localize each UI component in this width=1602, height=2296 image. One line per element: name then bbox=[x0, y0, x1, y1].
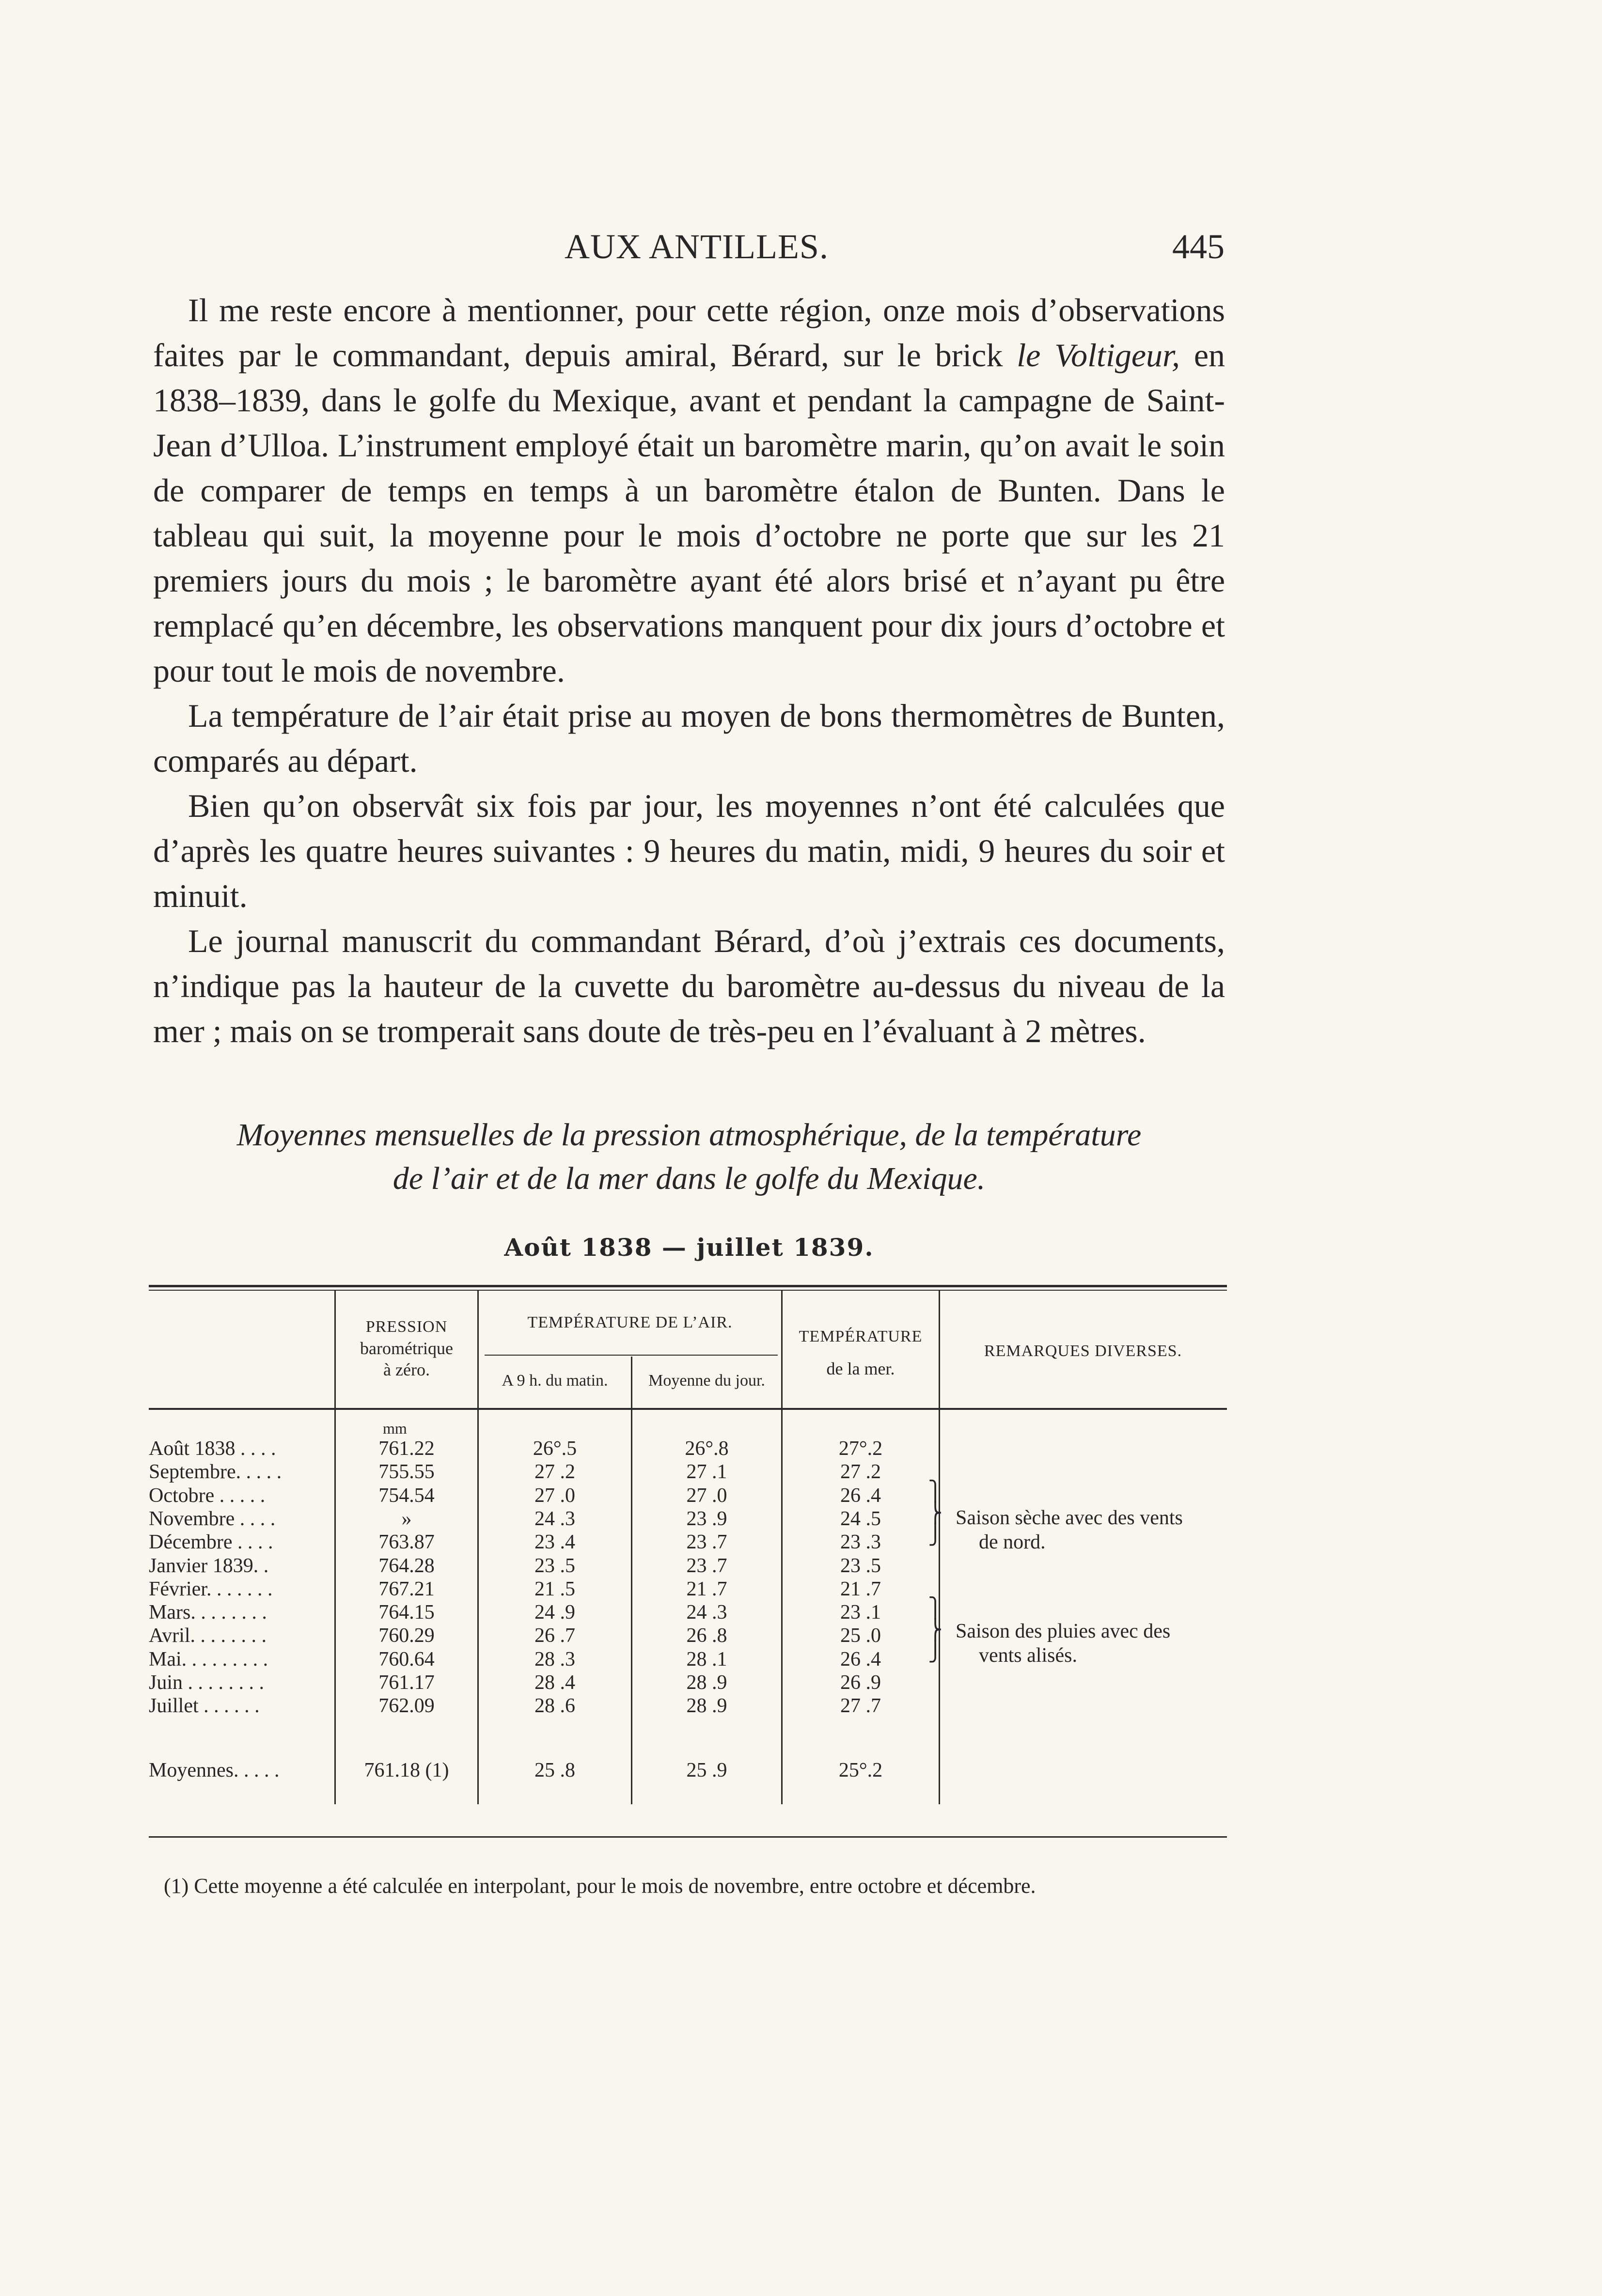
paragraph-1-part-b: en 1838–1839, dans le golfe du Mexique, avant et pendant la campagne de Saint-Jean d’Ulloa. L’instrument employé était un baromètre marin, qu’on avait le soin de comparer de temps en temps à un baromètre étalon de Bunten. Dans le tableau qui suit, la moyenne pour le mois d’octobre ne porte que sur les 21 premiers jours du mois ; le baromètre ayant été alors brisé et n’ayant pu être remplacé qu’en décembre, les observations manquent pour dix jours d’octobre et pour tout le mois de novembre. bbox=[153, 337, 1225, 689]
cell-mois: Septembre. . . . . bbox=[149, 1461, 282, 1484]
cell-t9: 28 .3 bbox=[534, 1648, 575, 1671]
cell-pression: 764.15 bbox=[378, 1601, 435, 1624]
cell-pression: 763.87 bbox=[378, 1531, 435, 1554]
col-line-5 bbox=[939, 1291, 940, 1804]
cell-tmoy: 25 .9 bbox=[686, 1759, 727, 1781]
cell-mois: Avril. . . . . . . . bbox=[149, 1624, 267, 1647]
table-header-rule bbox=[149, 1408, 1227, 1410]
remark-dry-2: de nord. bbox=[979, 1531, 1046, 1553]
cell-t9: 27 .0 bbox=[534, 1484, 575, 1507]
cell-mer: 21 .7 bbox=[840, 1578, 881, 1600]
cell-t9: 24 .9 bbox=[534, 1601, 575, 1624]
cell-tmoy: 21 .7 bbox=[686, 1578, 727, 1600]
cell-mer: 26 .9 bbox=[840, 1671, 881, 1694]
header-temp-air-moy: Moyenne du jour. bbox=[648, 1372, 765, 1390]
cell-mer: 26 .4 bbox=[840, 1648, 881, 1671]
body-text bbox=[153, 288, 1225, 1054]
header-pression bbox=[336, 1316, 477, 1380]
cell-mois: Janvier 1839. . bbox=[149, 1554, 269, 1577]
cell-pression: 761.18 (1) bbox=[364, 1759, 449, 1781]
cell-mois: Décembre . . . . bbox=[149, 1531, 273, 1554]
cell-tmoy: 23 .9 bbox=[686, 1507, 727, 1530]
paragraph-2: La température de l’air était prise au moyen de bons thermomètres de Bunten, comparés au départ. bbox=[153, 697, 1225, 779]
cell-t9: 23 .4 bbox=[534, 1531, 575, 1554]
cell-t9: 23 .5 bbox=[534, 1554, 575, 1577]
cell-mois: Juillet . . . . . . bbox=[149, 1695, 260, 1718]
header-temp-mer-1: TEMPÉRATURE bbox=[799, 1328, 923, 1345]
temp-air-subrule bbox=[485, 1355, 778, 1356]
header-temp-mer-2: de la mer. bbox=[826, 1359, 895, 1378]
paragraph-3: Bien qu’on observât six fois par jour, les moyennes n’ont été calculées que d’après les quatre heures suivantes : 9 heures du matin, midi, 9 heures du soir et minuit. bbox=[153, 787, 1225, 914]
cell-pression: » bbox=[401, 1507, 412, 1530]
cell-mer: 25°.2 bbox=[838, 1759, 883, 1781]
cell-t9: 28 .6 bbox=[534, 1695, 575, 1718]
table-top-rule bbox=[149, 1285, 1227, 1287]
cell-pression: 764.28 bbox=[378, 1554, 435, 1577]
cell-pression: 767.21 bbox=[378, 1578, 435, 1600]
header-temp-air: TEMPÉRATURE DE L’AIR. bbox=[527, 1313, 733, 1331]
cell-pression: 760.64 bbox=[378, 1648, 435, 1671]
cell-mois: Novembre . . . . bbox=[149, 1507, 276, 1530]
cell-t9: 28 .4 bbox=[534, 1671, 575, 1694]
header-temp-air-9h: A 9 h. du matin. bbox=[502, 1372, 608, 1390]
cell-mer: 23 .5 bbox=[840, 1554, 881, 1577]
cell-mois: Août 1838 . . . . bbox=[149, 1437, 276, 1460]
cell-mer: 27°.2 bbox=[838, 1437, 883, 1460]
header-remarques: REMARQUES DIVERSES. bbox=[984, 1342, 1182, 1360]
cell-tmoy: 23 .7 bbox=[686, 1554, 727, 1577]
cell-mois: Mars. . . . . . . . bbox=[149, 1601, 267, 1624]
cell-t9: 25 .8 bbox=[534, 1759, 575, 1781]
table-caption-line-1: Moyennes mensuelles de la pression atmosphérique, de la température bbox=[236, 1117, 1142, 1153]
cell-t9: 21 .5 bbox=[534, 1578, 575, 1600]
cell-t9: 26°.5 bbox=[533, 1437, 577, 1460]
cell-mois: Février. . . . . . . bbox=[149, 1578, 273, 1600]
page-number: 445 bbox=[1172, 227, 1225, 266]
table-subheading: Août 1838 — juillet 1839. bbox=[504, 1233, 874, 1262]
unit-mm: mm bbox=[383, 1420, 407, 1437]
cell-tmoy: 28 .9 bbox=[686, 1695, 727, 1718]
cell-tmoy: 28 .1 bbox=[686, 1648, 727, 1671]
cell-mois: Moyennes. . . . . bbox=[149, 1759, 280, 1781]
table-caption-line-2: de l’air et de la mer dans le golfe du Mexique. bbox=[393, 1161, 986, 1196]
cell-mer: 25 .0 bbox=[840, 1624, 881, 1647]
paragraph-4: Le journal manuscrit du commandant Bérard, d’où j’extrais ces documents, n’indique pas la hauteur de la cuvette du baromètre au-dessus du niveau de la mer ; mais on se tromperait sans doute de très-peu en l’évaluant à 2 mètres. bbox=[153, 922, 1225, 1049]
brace-wet: ⎫ ⎬ ⎭ bbox=[928, 1597, 942, 1662]
header-pression-3: à zéro. bbox=[383, 1360, 430, 1379]
paragraph-1-italic: le Voltigeur, bbox=[1017, 337, 1180, 374]
cell-tmoy: 26°.8 bbox=[685, 1437, 729, 1460]
cell-mois: Mai. . . . . . . . . bbox=[149, 1648, 268, 1671]
cell-mois: Juin . . . . . . . . bbox=[149, 1671, 265, 1694]
header-temp-mer bbox=[783, 1326, 939, 1379]
cell-mer: 27 .2 bbox=[840, 1461, 881, 1484]
cell-tmoy: 27 .0 bbox=[686, 1484, 727, 1507]
cell-mer: 24 .5 bbox=[840, 1507, 881, 1530]
table-bottom-rule bbox=[149, 1836, 1227, 1838]
remark-wet-2: vents alisés. bbox=[979, 1644, 1077, 1667]
cell-tmoy: 23 .7 bbox=[686, 1531, 727, 1554]
cell-mer: 26 .4 bbox=[840, 1484, 881, 1507]
cell-mer: 27 .7 bbox=[840, 1695, 881, 1718]
remark-wet bbox=[956, 1619, 1170, 1668]
cell-pression: 760.29 bbox=[378, 1624, 435, 1647]
cell-pression: 754.54 bbox=[378, 1484, 435, 1507]
cell-tmoy: 26 .8 bbox=[686, 1624, 727, 1647]
paragraph-1 bbox=[153, 288, 1225, 693]
header-pression-1: PRESSION bbox=[365, 1318, 448, 1336]
paragraph-1-part-a: Il me reste encore à mentionner, pour cette région, onze mois d’observations faites par le commandant, depuis amiral, Bérard, sur le brick bbox=[153, 292, 1225, 374]
cell-pression: 761.17 bbox=[378, 1671, 435, 1694]
cell-t9: 27 .2 bbox=[534, 1461, 575, 1484]
cell-tmoy: 27 .1 bbox=[686, 1461, 727, 1484]
remark-dry bbox=[956, 1506, 1183, 1554]
table-top-rule-thin bbox=[149, 1290, 1227, 1291]
cell-t9: 24 .3 bbox=[534, 1507, 575, 1530]
brace-dry: ⎫ ⎬ ⎭ bbox=[928, 1480, 942, 1546]
cell-pression: 762.09 bbox=[378, 1695, 435, 1718]
cell-pression: 761.22 bbox=[378, 1437, 435, 1460]
cell-tmoy: 28 .9 bbox=[686, 1671, 727, 1694]
cell-mois: Octobre . . . . . bbox=[149, 1484, 266, 1507]
remark-dry-1: Saison sèche avec des vents bbox=[956, 1507, 1183, 1529]
footnote: (1) Cette moyenne a été calculée en interpolant, pour le mois de novembre, entre octobre et décembre. bbox=[164, 1874, 1036, 1898]
remark-wet-1: Saison des pluies avec des bbox=[956, 1620, 1171, 1642]
cell-mer: 23 .1 bbox=[840, 1601, 881, 1624]
running-header-title: AUX ANTILLES. bbox=[565, 227, 829, 266]
header-pression-2: barométrique bbox=[360, 1339, 453, 1358]
cell-t9: 26 .7 bbox=[534, 1624, 575, 1647]
cell-pression: 755.55 bbox=[378, 1461, 435, 1484]
cell-tmoy: 24 .3 bbox=[686, 1601, 727, 1624]
cell-mer: 23 .3 bbox=[840, 1531, 881, 1554]
